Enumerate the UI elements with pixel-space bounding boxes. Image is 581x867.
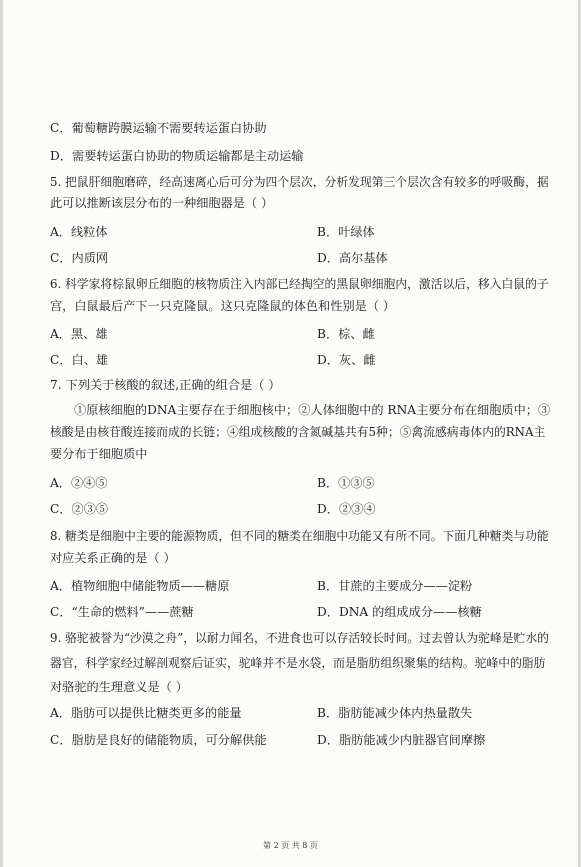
q9-option-d: D．脂肪能减少内脏器官间摩擦 <box>317 733 486 747</box>
q8-option-b: B．甘蔗的主要成分——淀粉 <box>317 579 473 593</box>
q7-stem: 7. 下列关于核酸的叙述,正确的组合是（ ） <box>50 378 281 392</box>
q9-option-b: B．脂肪能减少体内热量散失 <box>317 706 473 720</box>
q7-option-c: C．②③⑤ <box>50 502 109 516</box>
q9-options-row1 <box>50 706 550 722</box>
q8-option-d: D．DNA 的组成成分——核糖 <box>317 605 482 619</box>
q8-options-row2 <box>50 605 550 621</box>
q5-option-b: B．叶绿体 <box>317 225 375 239</box>
q6-options-row2 <box>50 353 550 369</box>
q9-stem-line3: 对骆驼的生理意义是（ ） <box>50 680 188 694</box>
q6-option-d: D．灰、雌 <box>317 353 376 367</box>
page-footer: 第 2 页 共 8 页 <box>263 841 318 850</box>
q7-option-b: B．①③⑤ <box>317 476 375 490</box>
q4-option-c: C．葡萄糖跨膜运输不需要转运蛋白协助 <box>50 121 267 135</box>
q6-option-b: B．棕、雌 <box>317 327 375 341</box>
q5-option-c: C．内质网 <box>50 251 109 265</box>
q5-options-row2 <box>50 251 550 267</box>
q7-options-row2 <box>50 502 550 518</box>
q8-stem-line2: 对应关系正确的是（ ） <box>50 551 176 565</box>
q6-options-row1 <box>50 327 550 343</box>
q6-option-c: C．白、雄 <box>50 353 109 367</box>
q7-option-a: A．②④⑤ <box>50 476 108 490</box>
q5-option-a: A．线粒体 <box>50 225 108 239</box>
q9-option-c: C．脂肪是良好的储能物质，可分解供能 <box>50 733 267 747</box>
q4-option-d: D．需要转运蛋白协助的物质运输都是主动运输 <box>50 149 304 163</box>
q7-statement-line2: 核酸是由核苷酸连接而成的长链；④组成核酸的含氮碱基共有5种；⑤禽流感病毒体内的RNA主 <box>50 425 546 439</box>
q8-option-c: C．“生命的燃料”——蔗糖 <box>50 605 194 619</box>
q5-options-row1 <box>50 225 550 241</box>
q5-option-d: D．高尔基体 <box>317 251 388 265</box>
q6-stem-line1: 6. 科学家将棕鼠卵丘细胞的核物质注入内部已经掏空的黑鼠卵细胞内，激活以后，移入白鼠的子 <box>50 277 549 291</box>
q7-statement-line1: ①原核细胞的DNA主要存在于细胞核中；②人体细胞中的 RNA主要分布在细胞质中；③ <box>74 403 551 417</box>
q7-statement-line3: 要分布于细胞质中 <box>50 447 148 461</box>
q5-stem-line2: 此可以推断该层分布的一种细胞器是（ ） <box>50 196 274 210</box>
q8-stem-line1: 8. 糖类是细胞中主要的能源物质，但不同的糖类在细胞中功能又有所不同。下面几种糖类与功能 <box>50 529 549 543</box>
q5-stem-line1: 5. 把鼠肝细胞磨碎，经高速离心后可分为四个层次，分析发现第三个层次含有较多的呼吸酶，据 <box>50 175 549 189</box>
q9-option-a: A．脂肪可以提供比糖类更多的能量 <box>50 706 242 720</box>
q9-stem-line2: 器官，科学家经过解剖观察后证实，驼峰并不是水袋，而是脂肪组织聚集的结构。驼峰中的脂肪 <box>50 656 546 670</box>
q8-options-row1 <box>50 579 550 595</box>
q9-options-row2 <box>50 733 550 749</box>
q7-options-row1 <box>50 476 550 492</box>
q8-option-a: A．植物细胞中储能物质——糖原 <box>50 579 230 593</box>
q6-stem-line2: 宫，白鼠最后产下一只克隆鼠。这只克隆鼠的体色和性别是（ ） <box>50 299 396 313</box>
scan-edge-left <box>0 0 3 867</box>
q9-stem-line1: 9. 骆驼被誉为“沙漠之舟”，以耐力闻名，不进食也可以存活较长时间。过去曾认为驼峰是贮水的 <box>50 631 549 645</box>
q6-option-a: A．黑、雄 <box>50 327 108 341</box>
exam-page <box>50 0 550 867</box>
q7-option-d: D．②③④ <box>317 502 376 516</box>
